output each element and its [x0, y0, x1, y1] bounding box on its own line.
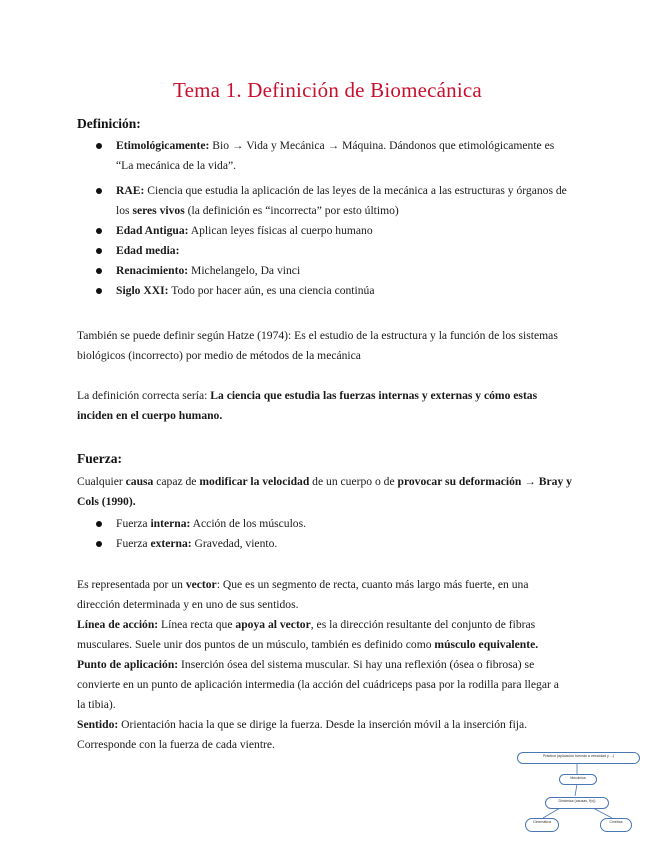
- paragraph-text: La definición correcta sería:: [77, 389, 211, 402]
- paragraph-bold: causa: [125, 475, 154, 488]
- concept-node-top: Práctica (aplicación fuerzas a velocidad y ...): [517, 752, 640, 764]
- definicion-list: [116, 136, 586, 301]
- item-text: Michelangelo, Da vinci: [188, 264, 301, 277]
- bullet-icon: [96, 188, 102, 194]
- hatze-paragraph: [77, 326, 582, 366]
- bullet-icon: [96, 268, 102, 274]
- vector-paragraph: [77, 575, 582, 755]
- concept-node-cinematica: Cinemática: [525, 818, 559, 832]
- paragraph-bold: Línea de acción:: [77, 618, 159, 631]
- paragraph-text: la tibia).: [77, 698, 116, 711]
- paragraph-bold: Sentido:: [77, 718, 119, 731]
- paragraph-bold: La ciencia que estudia las fuerzas internas y externas y cómo estas: [210, 389, 538, 402]
- item-text: Todo por hacer aún, es una ciencia continúa: [168, 284, 375, 297]
- item-text: Gravedad, viento.: [191, 537, 278, 550]
- connector-line: [575, 784, 577, 796]
- item-label: Edad Antigua:: [116, 224, 189, 237]
- paragraph-text: capaz de: [153, 475, 200, 488]
- item-text: “La mecánica de la vida”.: [116, 159, 237, 172]
- concept-node-cinetica: Cinética: [600, 818, 632, 832]
- item-label: Etimológicamente:: [116, 139, 210, 152]
- paragraph-bold: Cols (1990).: [77, 495, 136, 508]
- item-bold: interna:: [150, 517, 191, 530]
- list-item: [116, 181, 586, 221]
- item-bold: seres vivos: [132, 204, 185, 217]
- paragraph-text: Línea recta que: [158, 618, 236, 631]
- concept-node-dinamica: Dinámica (causas, f(x)): [545, 797, 609, 809]
- fuerza-list: [116, 514, 576, 554]
- item-text: Ciencia que estudia la aplicación de las leyes de la mecánica a las estructuras y órganos de: [144, 184, 567, 197]
- item-label: RAE:: [116, 184, 145, 197]
- paragraph-line: También se puede definir según Hatze (1974): Es el estudio de la estructura y la función de los sistemas: [77, 329, 558, 342]
- paragraph-text: Inserción ósea del sistema muscular. Si hay una reflexión (ósea o fibrosa) se: [178, 658, 535, 671]
- item-label: Edad media:: [116, 244, 180, 257]
- paragraph-bold: Bray y: [538, 475, 572, 488]
- item-text: Acción de los músculos.: [190, 517, 306, 530]
- bullet-icon: [96, 288, 102, 294]
- list-item: [116, 534, 576, 554]
- bullet-icon: [96, 143, 102, 149]
- section-heading-definicion: Definición:: [77, 116, 141, 131]
- list-item: [116, 221, 586, 241]
- item-text: Fuerza: [116, 517, 151, 530]
- list-item: [116, 514, 576, 534]
- paragraph-text: convierte en un punto de aplicación intermedia (la acción del cuádriceps pasa por la rodilla para llegar a: [77, 678, 559, 691]
- bullet-icon: [96, 228, 102, 234]
- item-text: Aplican leyes físicas al cuerpo humano: [188, 224, 373, 237]
- item-text: los: [116, 204, 133, 217]
- bullet-icon: [96, 541, 102, 547]
- connector-line: [593, 808, 612, 818]
- concept-map-diagram: [515, 752, 640, 842]
- fuerza-definition-paragraph: [77, 472, 582, 512]
- item-label: Siglo XXI:: [116, 284, 169, 297]
- paragraph-bold: vector: [185, 578, 217, 591]
- list-item: [116, 136, 586, 176]
- paragraph-text: Cualquier: [77, 475, 126, 488]
- paragraph-text: dirección determinada y en uno de sus sentidos.: [77, 598, 299, 611]
- page-title: Tema 1. Definición de Biomecánica: [173, 78, 482, 102]
- paragraph-bold: músculo equivalente.: [434, 638, 539, 651]
- paragraph-bold: Punto de aplicación:: [77, 658, 179, 671]
- paragraph-bold: modificar la velocidad: [199, 475, 310, 488]
- bullet-icon: [96, 248, 102, 254]
- definicion-correcta-paragraph: [77, 386, 582, 426]
- item-text: (la definición es “incorrecta” por esto último): [184, 204, 399, 217]
- paragraph-text: →: [521, 475, 539, 488]
- list-item: [116, 281, 586, 301]
- list-item: [116, 241, 586, 261]
- paragraph-bold: apoya al vector: [235, 618, 311, 631]
- paragraph-text: de un cuerpo o de: [309, 475, 398, 488]
- item-label: Renacimiento:: [116, 264, 189, 277]
- item-text: Fuerza: [116, 537, 151, 550]
- paragraph-text: Orientación hacia la que se dirige la fuerza. Desde la inserción móvil a la inserción fija.: [118, 718, 528, 731]
- paragraph-text: Es representada por un: [77, 578, 186, 591]
- paragraph-bold: inciden en el cuerpo humano.: [77, 409, 223, 422]
- connector-line: [543, 808, 560, 818]
- item-bold: externa:: [150, 537, 192, 550]
- paragraph-text: musculares. Suele unir dos puntos de un músculo, también es definido como: [77, 638, 435, 651]
- paragraph-text: Corresponde con la fuerza de cada vientre.: [77, 738, 275, 751]
- item-text: Bio → Vida y Mecánica → Máquina. Dándonos que etimológicamente es: [209, 139, 555, 152]
- concept-node-mecanica: Mecánica: [559, 774, 597, 785]
- paragraph-text: : Que es un segmento de recta, cuanto más largo más fuerte, en una: [216, 578, 529, 591]
- section-heading-fuerza: Fuerza:: [77, 451, 122, 466]
- paragraph-bold: provocar su deformación: [397, 475, 522, 488]
- list-item: [116, 261, 586, 281]
- paragraph-text: , es la dirección resultante del conjunto de fibras: [310, 618, 536, 631]
- bullet-icon: [96, 521, 102, 527]
- paragraph-line: biológicos (incorrecto) por medio de métodos de la mecánica: [77, 349, 361, 362]
